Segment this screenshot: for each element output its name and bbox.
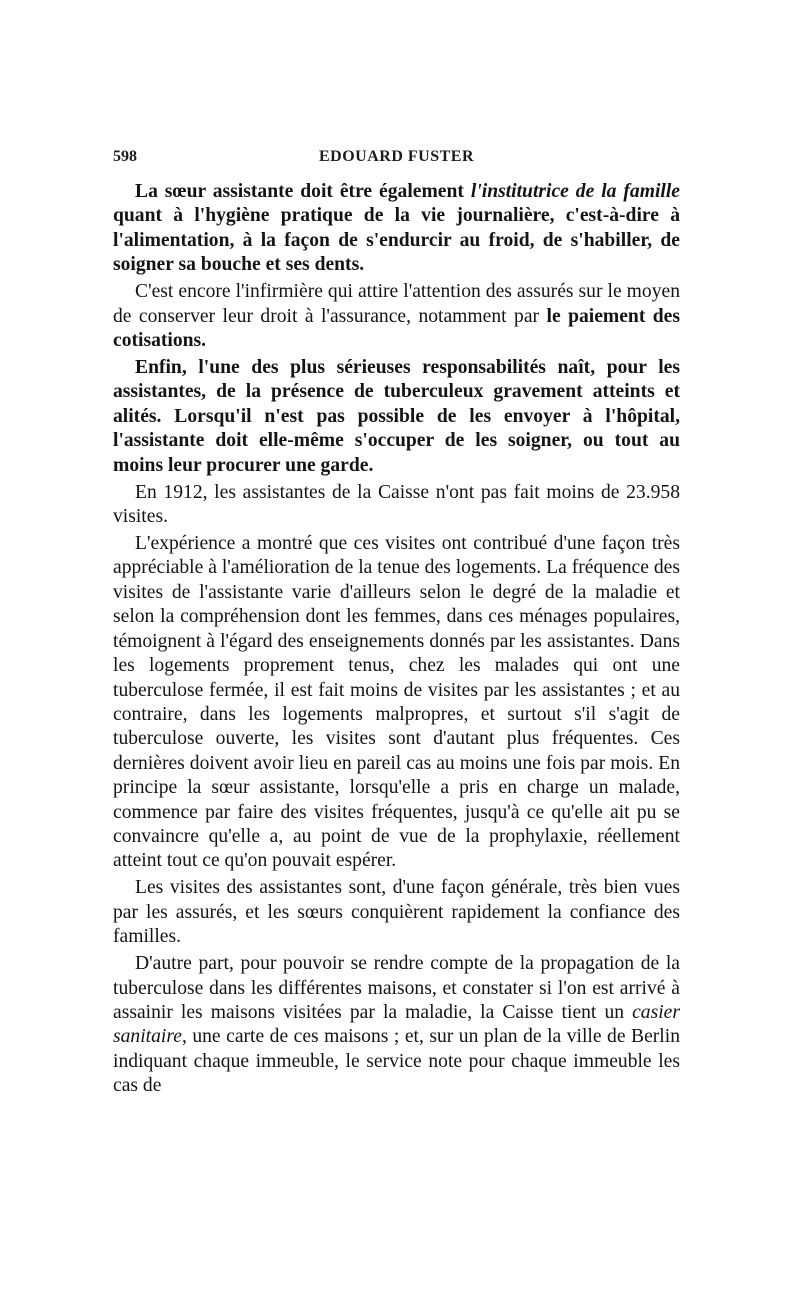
page-number: 598: [113, 148, 137, 165]
text-run: La sœur assistante doit être également: [135, 181, 471, 202]
running-title: EDOUARD FUSTER: [318, 148, 474, 165]
text-run-italic: casier sanitaire: [113, 1001, 680, 1048]
text-run: D'autre part, pour pouvoir se rendre compte de la propagation de la tuberculose dans les différentes maisons, et constater si l'on est arrivé à assainir les maisons visitées par la maladie, la Caisse tient un: [113, 953, 680, 1023]
text-run: Enfin, l'une des plus sérieuses responsabilités naît, pour les assistantes, de la présence de tuberculeux gravement atteints et alités. Lorsqu'il n'est pas possible de les envoyer à l'hôpital, l'assistante doit elle-même s'occuper de les soigner, ou tout au moins leur procurer une garde.: [113, 357, 680, 476]
text-run: , une carte de ces maisons ; et, sur un plan de la ville de Berlin indiquant chaque immeuble, le service note pour chaque immeuble les cas de: [113, 1026, 680, 1097]
text-run: Les visites des assistantes sont, d'une façon générale, très bien vues par les assurés, et les sœurs conquièrent rapidement la confiance des familles.: [113, 877, 680, 948]
running-header: [113, 146, 680, 170]
paragraph: [113, 876, 680, 949]
text-run-italic: l'institutrice de la famille: [470, 181, 681, 202]
text-run: quant à l'hygiène pratique de la vie journalière, c'est-à-dire à l'alimentation, à la façon de s'endurcir au froid, de s'habiller, de soigner sa bouche et ses dents.: [113, 205, 680, 276]
paragraph: [113, 180, 680, 278]
paragraph: [113, 481, 680, 530]
text-run: En 1912, les assistantes de la Caisse n'ont pas fait moins de 23.958 visites.: [113, 481, 680, 528]
text-run: L'expérience a montré que ces visites ont contribué d'une façon très appréciable à l'amélioration de la tenue des logements. La fréquence des visites de l'assistante varie d'ailleurs selon le degré de la maladie et selon la compréhension dont les femmes, dans ces ménages populaires, témoignent à l'égard des enseignements donnés par les assistantes. Dans les logements proprement tenus, chez les malades qui ont une tuberculose fermée, il est fait moins de visites par les assistantes ; et au contraire, dans les logements malpropres, et surtout s'il s'agit de tuberculose ouverte, les visites sont d'autant plus fréquentes. Ces dernières doivent avoir lieu en pareil cas au moins une fois par mois. En principe la sœur assistante, lorsqu'elle a pris en charge un malade, commence par faire des visites fréquentes, jusqu'à ce qu'elle ait pu se convaincre qu'elle a, au point de vue de la prophylaxie, réellement atteint tout ce qu'on pouvait espérer.: [113, 533, 680, 872]
paragraph: [113, 952, 680, 1098]
body-text: [113, 180, 680, 1099]
paragraph: [113, 532, 680, 874]
paragraph: [113, 356, 680, 478]
paragraph: [113, 280, 680, 353]
text-run: le paiement des cotisations.: [113, 305, 681, 352]
text-run: C'est encore l'infirmière qui attire l'attention des assurés sur le moyen de conserver leur droit à l'assurance, notamment par: [113, 281, 680, 327]
